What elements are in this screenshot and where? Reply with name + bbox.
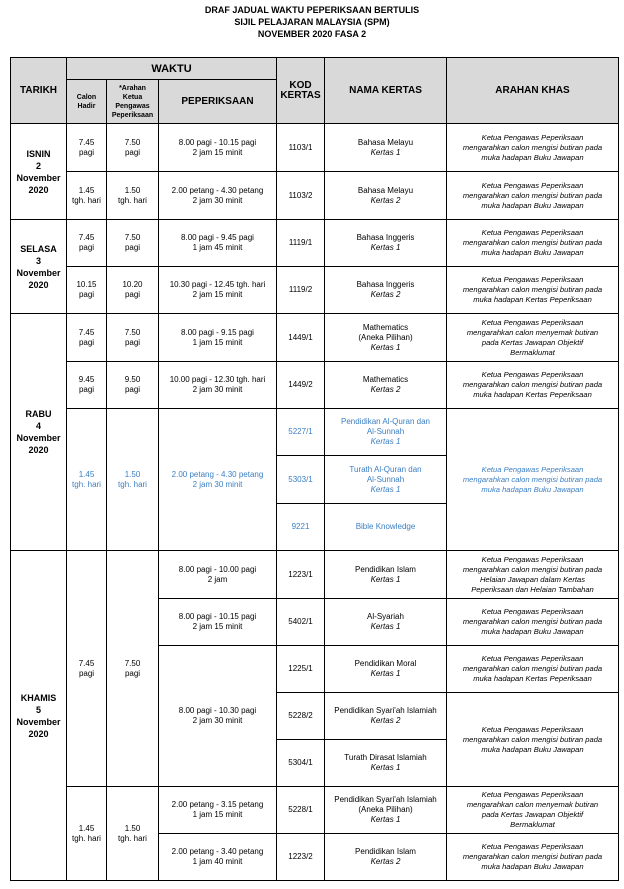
kod-kertas-cell: 1119/1	[277, 220, 325, 267]
arahan-ketua-cell: 7.50 pagi	[107, 220, 159, 267]
calon-hadir-cell: 7.45 pagi	[67, 551, 107, 787]
kod-kertas-cell: 1103/2	[277, 172, 325, 220]
exam-schedule-table	[10, 57, 619, 881]
table-row	[11, 172, 619, 220]
kod-kertas-cell: 5228/2	[277, 693, 325, 740]
kod-kertas-cell: 5402/1	[277, 599, 325, 646]
calon-hadir-cell: 1.45 tgh. hari	[67, 409, 107, 551]
calon-hadir-cell: 7.45 pagi	[67, 314, 107, 362]
nama-kertas-cell: Bahasa Melayu Kertas 2	[325, 172, 447, 220]
day-isnin: ISNIN 2 November 2020	[11, 124, 67, 220]
arahan-khas-cell: Ketua Pengawas Peperiksaan mengarahkan calon mengisi butiran pada muka hadapan Buku Jawapan	[447, 220, 619, 267]
peperiksaan-cell: 8.00 pagi - 10.15 pagi 2 jam 15 minit	[159, 599, 277, 646]
peperiksaan-cell: 8.00 pagi - 10.00 pagi 2 jam	[159, 551, 277, 599]
header-waktu: WAKTU	[67, 58, 277, 80]
nama-kertas-cell: Pendidikan Al-Quran dan Al-Sunnah Kertas 1	[325, 409, 447, 456]
calon-hadir-cell: 10.15 pagi	[67, 267, 107, 314]
arahan-khas-cell: Ketua Pengawas Peperiksaan mengarahkan calon mengisi butiran pada muka hadapan Buku Jawapan	[447, 693, 619, 787]
arahan-khas-cell: Ketua Pengawas Peperiksaan mengarahkan calon mengisi butiran pada muka hadapan Buku Jawapan	[447, 599, 619, 646]
header-nama-kertas: NAMA KERTAS	[325, 58, 447, 124]
kod-kertas-cell: 5227/1	[277, 409, 325, 456]
calon-hadir-cell: 9.45 pagi	[67, 362, 107, 409]
title-line-2: SIJIL PELAJARAN MALAYSIA (SPM)	[234, 17, 390, 27]
arahan-khas-cell: Ketua Pengawas Peperiksaan mengarahkan calon mengisi butiran pada muka hadapan Buku Jawapan	[447, 834, 619, 881]
day-khamis: KHAMIS 5 November 2020	[11, 551, 67, 881]
peperiksaan-cell: 8.00 pagi - 9.45 pagi 1 jam 45 minit	[159, 220, 277, 267]
kod-kertas-cell: 9221	[277, 504, 325, 551]
nama-kertas-cell: Mathematics (Aneka Pilihan) Kertas 1	[325, 314, 447, 362]
arahan-khas-cell: Ketua Pengawas Peperiksaan mengarahkan calon mengisi butiran pada muka hadapan Kertas Peperiksaan	[447, 362, 619, 409]
arahan-khas-cell: Ketua Pengawas Peperiksaan mengarahkan calon mengisi butiran pada muka hadapan Buku Jawapan	[447, 124, 619, 172]
peperiksaan-cell: 10.00 pagi - 12.30 tgh. hari 2 jam 30 minit	[159, 362, 277, 409]
peperiksaan-cell: 8.00 pagi - 10.15 pagi 2 jam 15 minit	[159, 124, 277, 172]
nama-kertas-cell: Al-Syariah Kertas 1	[325, 599, 447, 646]
arahan-khas-cell: Ketua Pengawas Peperiksaan mengarahkan calon mengisi butiran pada muka hadapan Kertas Peperiksaan	[447, 267, 619, 314]
header-tarikh: TARIKH	[11, 58, 67, 124]
table-row	[11, 409, 619, 456]
arahan-ketua-cell: 1.50 tgh. hari	[107, 787, 159, 881]
peperiksaan-cell: 10.30 pagi - 12.45 tgh. hari 2 jam 15 minit	[159, 267, 277, 314]
nama-kertas-cell: Bahasa Melayu Kertas 1	[325, 124, 447, 172]
peperiksaan-cell: 2.00 petang - 4.30 petang 2 jam 30 minit	[159, 172, 277, 220]
nama-kertas-cell: Bahasa Inggeris Kertas 2	[325, 267, 447, 314]
calon-hadir-cell: 1.45 tgh. hari	[67, 172, 107, 220]
nama-kertas-cell: Turath Dirasat Islamiah Kertas 1	[325, 740, 447, 787]
table-row	[11, 267, 619, 314]
kod-kertas-cell: 1103/1	[277, 124, 325, 172]
calon-hadir-cell: 1.45 tgh. hari	[67, 787, 107, 881]
peperiksaan-cell: 8.00 pagi - 10.30 pagi 2 jam 30 minit	[159, 646, 277, 787]
arahan-ketua-cell: 10.20 pagi	[107, 267, 159, 314]
nama-kertas-cell: Pendidikan Moral Kertas 1	[325, 646, 447, 693]
arahan-ketua-cell: 9.50 pagi	[107, 362, 159, 409]
table-row	[11, 220, 619, 267]
arahan-khas-cell: Ketua Pengawas Peperiksaan mengarahkan calon mengisi butiran pada muka hadapan Buku Jawapan	[447, 172, 619, 220]
title-line-1: DRAF JADUAL WAKTU PEPERIKSAAN BERTULIS	[204, 5, 420, 15]
document-title	[0, 0, 624, 46]
arahan-ketua-cell: 1.50 tgh. hari	[107, 409, 159, 551]
nama-kertas-cell: Pendidikan Islam Kertas 2	[325, 834, 447, 881]
day-selasa: SELASA 3 November 2020	[11, 220, 67, 314]
header-arahan-ketua: *Arahan Ketua Pengawas Peperiksaan	[107, 80, 159, 124]
arahan-khas-cell: Ketua Pengawas Peperiksaan mengarahkan calon mengisi butiran pada Helaian Jawapan dalam Kertas Peperiksaan dan Helaian Tambahan	[447, 551, 619, 599]
header-arahan-khas: ARAHAN KHAS	[447, 58, 619, 124]
kod-kertas-cell: 1119/2	[277, 267, 325, 314]
nama-kertas-cell: Mathematics Kertas 2	[325, 362, 447, 409]
header-kod-kertas: KOD KERTAS	[277, 58, 325, 124]
kod-kertas-cell: 1449/1	[277, 314, 325, 362]
arahan-ketua-cell: 7.50 pagi	[107, 124, 159, 172]
arahan-ketua-cell: 7.50 pagi	[107, 314, 159, 362]
arahan-ketua-cell: 7.50 pagi	[107, 551, 159, 787]
arahan-ketua-cell: 1.50 tgh. hari	[107, 172, 159, 220]
peperiksaan-cell: 2.00 petang - 4.30 petang 2 jam 30 minit	[159, 409, 277, 551]
arahan-khas-cell: Ketua Pengawas Peperiksaan mengarahkan calon menyemak butiran pada Kertas Jawapan Objektif Bermaklumat	[447, 787, 619, 834]
table-row	[11, 551, 619, 599]
title-line-3: NOVEMBER 2020 FASA 2	[257, 29, 367, 39]
header-peperiksaan: PEPERIKSAAN	[159, 80, 277, 124]
arahan-khas-cell: Ketua Pengawas Peperiksaan mengarahkan calon mengisi butiran pada muka hadapan Buku Jawapan	[447, 409, 619, 551]
kod-kertas-cell: 5304/1	[277, 740, 325, 787]
kod-kertas-cell: 1449/2	[277, 362, 325, 409]
nama-kertas-cell: Bible Knowledge	[325, 504, 447, 551]
arahan-khas-cell: Ketua Pengawas Peperiksaan mengarahkan calon menyemak butiran pada Kertas Jawapan Objektif Bermaklumat	[447, 314, 619, 362]
kod-kertas-cell: 5228/1	[277, 787, 325, 834]
peperiksaan-cell: 2.00 petang - 3.15 petang 1 jam 15 minit	[159, 787, 277, 834]
calon-hadir-cell: 7.45 pagi	[67, 220, 107, 267]
arahan-khas-cell: Ketua Pengawas Peperiksaan mengarahkan calon mengisi butiran pada muka hadapan Kertas Peperiksaan	[447, 646, 619, 693]
table-row	[11, 314, 619, 362]
header-calon-hadir: Calon Hadir	[67, 80, 107, 124]
nama-kertas-cell: Turath Al-Quran dan Al-Sunnah Kertas 1	[325, 456, 447, 504]
nama-kertas-cell: Pendidikan Syari'ah Islamiah (Aneka Pilihan) Kertas 1	[325, 787, 447, 834]
table-row	[11, 124, 619, 172]
kod-kertas-cell: 1225/1	[277, 646, 325, 693]
day-rabu: RABU 4 November 2020	[11, 314, 67, 551]
kod-kertas-cell: 1223/2	[277, 834, 325, 881]
table-row	[11, 787, 619, 834]
kod-kertas-cell: 1223/1	[277, 551, 325, 599]
peperiksaan-cell: 2.00 petang - 3.40 petang 1 jam 40 minit	[159, 834, 277, 881]
nama-kertas-cell: Pendidikan Syari'ah Islamiah Kertas 2	[325, 693, 447, 740]
peperiksaan-cell: 8.00 pagi - 9.15 pagi 1 jam 15 minit	[159, 314, 277, 362]
nama-kertas-cell: Bahasa Inggeris Kertas 1	[325, 220, 447, 267]
kod-kertas-cell: 5303/1	[277, 456, 325, 504]
nama-kertas-cell: Pendidikan Islam Kertas 1	[325, 551, 447, 599]
table-row	[11, 362, 619, 409]
calon-hadir-cell: 7.45 pagi	[67, 124, 107, 172]
